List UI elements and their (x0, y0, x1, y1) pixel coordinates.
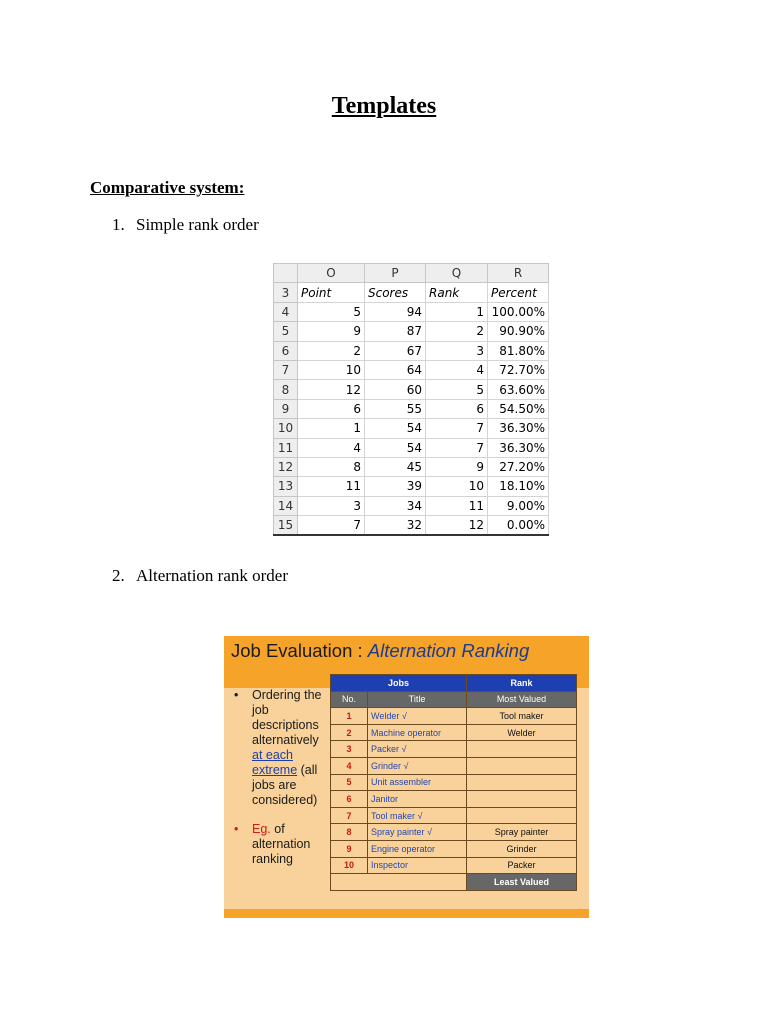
job-title: Engine operator (368, 840, 467, 857)
cell-rank: 5 (426, 380, 488, 399)
alternation-ranking-slide (224, 636, 589, 918)
cell-point: 2 (298, 341, 365, 360)
table-row (331, 824, 577, 841)
select-all-corner (274, 264, 298, 283)
job-number: 1 (331, 708, 368, 725)
cell-score: 54 (365, 438, 426, 457)
bullet-text: Ordering the job descriptions alternatively (252, 688, 322, 747)
table-row (274, 496, 549, 515)
table-row (274, 399, 549, 418)
cell-point: 1 (298, 419, 365, 438)
table-row (274, 322, 549, 341)
cell-rank: 3 (426, 341, 488, 360)
bullet-dot: • (234, 688, 239, 702)
column-letter-row (274, 264, 549, 283)
cell-point: 9 (298, 322, 365, 341)
least-valued-label: Least Valued (467, 874, 577, 891)
table-row (331, 791, 577, 808)
cell-point: 8 (298, 457, 365, 476)
job-rank (467, 807, 577, 824)
table-row (274, 438, 549, 457)
row-number: 6 (274, 341, 298, 360)
row-number: 5 (274, 322, 298, 341)
job-rank: Welder (467, 724, 577, 741)
job-title: Tool maker √ (368, 807, 467, 824)
jobs-table (330, 674, 577, 891)
job-rank: Tool maker (467, 708, 577, 725)
bullet-text-end: (all jobs are considered) (252, 763, 318, 807)
header-percent: Percent (488, 283, 549, 302)
column-letter: O (298, 264, 365, 283)
cell-percent: 81.80% (488, 341, 549, 360)
cell-percent: 63.60% (488, 380, 549, 399)
job-title: Unit assembler (368, 774, 467, 791)
job-number: 6 (331, 791, 368, 808)
no-header: No. (331, 691, 368, 708)
header-row (274, 283, 549, 302)
cell-score: 67 (365, 341, 426, 360)
table-row (331, 757, 577, 774)
job-number: 9 (331, 840, 368, 857)
job-rank: Grinder (467, 840, 577, 857)
cell-percent: 36.30% (488, 438, 549, 457)
table-row (274, 360, 549, 379)
table-row (274, 457, 549, 476)
table-row (274, 477, 549, 496)
bullet-example (232, 822, 332, 867)
job-number: 10 (331, 857, 368, 874)
cell-point: 12 (298, 380, 365, 399)
cell-percent: 100.00% (488, 302, 549, 321)
page-title: Templates (331, 93, 437, 119)
cell-percent: 9.00% (488, 496, 549, 515)
row-number: 9 (274, 399, 298, 418)
table-row (274, 516, 549, 536)
job-number: 2 (331, 724, 368, 741)
section-heading: Comparative system: (90, 178, 245, 197)
row-number: 7 (274, 360, 298, 379)
cell-point: 5 (298, 302, 365, 321)
cell-score: 87 (365, 322, 426, 341)
cell-percent: 90.90% (488, 322, 549, 341)
jobs-header-row (331, 675, 577, 692)
row-number: 14 (274, 496, 298, 515)
table-row (331, 724, 577, 741)
item-label: Alternation rank order (136, 566, 288, 585)
row-number: 3 (274, 283, 298, 302)
slide-footer-band (224, 909, 589, 918)
list-item-simple-rank (112, 215, 259, 235)
job-title: Packer √ (368, 741, 467, 758)
cell-rank: 2 (426, 322, 488, 341)
cell-rank: 4 (426, 360, 488, 379)
job-number: 4 (331, 757, 368, 774)
job-number: 8 (331, 824, 368, 841)
row-number: 4 (274, 302, 298, 321)
cell-score: 34 (365, 496, 426, 515)
column-letter: R (488, 264, 549, 283)
cell-rank: 6 (426, 399, 488, 418)
table-row (331, 774, 577, 791)
cell-score: 32 (365, 516, 426, 536)
cell-score: 60 (365, 380, 426, 399)
cell-point: 11 (298, 477, 365, 496)
job-title: Inspector (368, 857, 467, 874)
table-row (331, 840, 577, 857)
cell-rank: 12 (426, 516, 488, 536)
cell-score: 55 (365, 399, 426, 418)
title-header: Title (368, 691, 467, 708)
bullet-ordering (232, 688, 332, 808)
jobs-subheader-row (331, 691, 577, 708)
cell-score: 54 (365, 419, 426, 438)
rank-spreadsheet (273, 263, 549, 536)
cell-score: 64 (365, 360, 426, 379)
job-rank (467, 774, 577, 791)
job-rank (467, 791, 577, 808)
table-row (331, 857, 577, 874)
cell-rank: 7 (426, 438, 488, 457)
job-title: Janitor (368, 791, 467, 808)
item-number: 1. (112, 215, 125, 234)
item-label: Simple rank order (136, 215, 259, 234)
cell-percent: 72.70% (488, 360, 549, 379)
row-number: 8 (274, 380, 298, 399)
table-row (331, 807, 577, 824)
job-title: Welder √ (368, 708, 467, 725)
cell-percent: 18.10% (488, 477, 549, 496)
table-row (274, 302, 549, 321)
cell-point: 6 (298, 399, 365, 418)
cell-percent: 27.20% (488, 457, 549, 476)
job-title: Spray painter √ (368, 824, 467, 841)
rank-header: Rank (467, 675, 577, 692)
cell-score: 94 (365, 302, 426, 321)
cell-rank: 1 (426, 302, 488, 321)
job-number: 7 (331, 807, 368, 824)
cell-rank: 10 (426, 477, 488, 496)
header-scores: Scores (365, 283, 426, 302)
row-number: 11 (274, 438, 298, 457)
item-number: 2. (112, 566, 125, 585)
header-rank: Rank (426, 283, 488, 302)
cell-point: 3 (298, 496, 365, 515)
job-number: 5 (331, 774, 368, 791)
row-number: 13 (274, 477, 298, 496)
cell-percent: 54.50% (488, 399, 549, 418)
cell-rank: 11 (426, 496, 488, 515)
column-letter: Q (426, 264, 488, 283)
table-row (274, 341, 549, 360)
table-row (274, 380, 549, 399)
cell-percent: 0.00% (488, 516, 549, 536)
job-rank: Spray painter (467, 824, 577, 841)
cell-rank: 7 (426, 419, 488, 438)
cell-score: 39 (365, 477, 426, 496)
table-row (331, 741, 577, 758)
row-number: 15 (274, 516, 298, 536)
table-row (331, 708, 577, 725)
least-valued-row (331, 874, 577, 891)
job-title: Machine operator (368, 724, 467, 741)
column-letter: P (365, 264, 426, 283)
bullet-dot: • (234, 822, 239, 836)
empty-cell (331, 874, 467, 891)
cell-point: 10 (298, 360, 365, 379)
job-rank (467, 741, 577, 758)
slide-bullets (232, 688, 332, 867)
slide-title (231, 640, 529, 662)
cell-point: 4 (298, 438, 365, 457)
extreme-link[interactable]: at each extreme (252, 748, 298, 777)
row-number: 10 (274, 419, 298, 438)
row-number: 12 (274, 457, 298, 476)
eg-label: Eg. (252, 822, 271, 836)
cell-point: 7 (298, 516, 365, 536)
job-number: 3 (331, 741, 368, 758)
job-rank: Packer (467, 857, 577, 874)
header-point: Point (298, 283, 365, 302)
job-title: Grinder √ (368, 757, 467, 774)
bullet-text: of alternation ranking (252, 822, 311, 866)
jobs-header: Jobs (331, 675, 467, 692)
slide-title-main: Job Evaluation : (231, 640, 368, 661)
table-row (274, 419, 549, 438)
slide-title-sub: Alternation Ranking (367, 640, 530, 661)
cell-rank: 9 (426, 457, 488, 476)
job-rank (467, 757, 577, 774)
cell-percent: 36.30% (488, 419, 549, 438)
cell-score: 45 (365, 457, 426, 476)
list-item-alternation-rank (112, 566, 288, 586)
most-valued-header: Most Valued (467, 691, 577, 708)
